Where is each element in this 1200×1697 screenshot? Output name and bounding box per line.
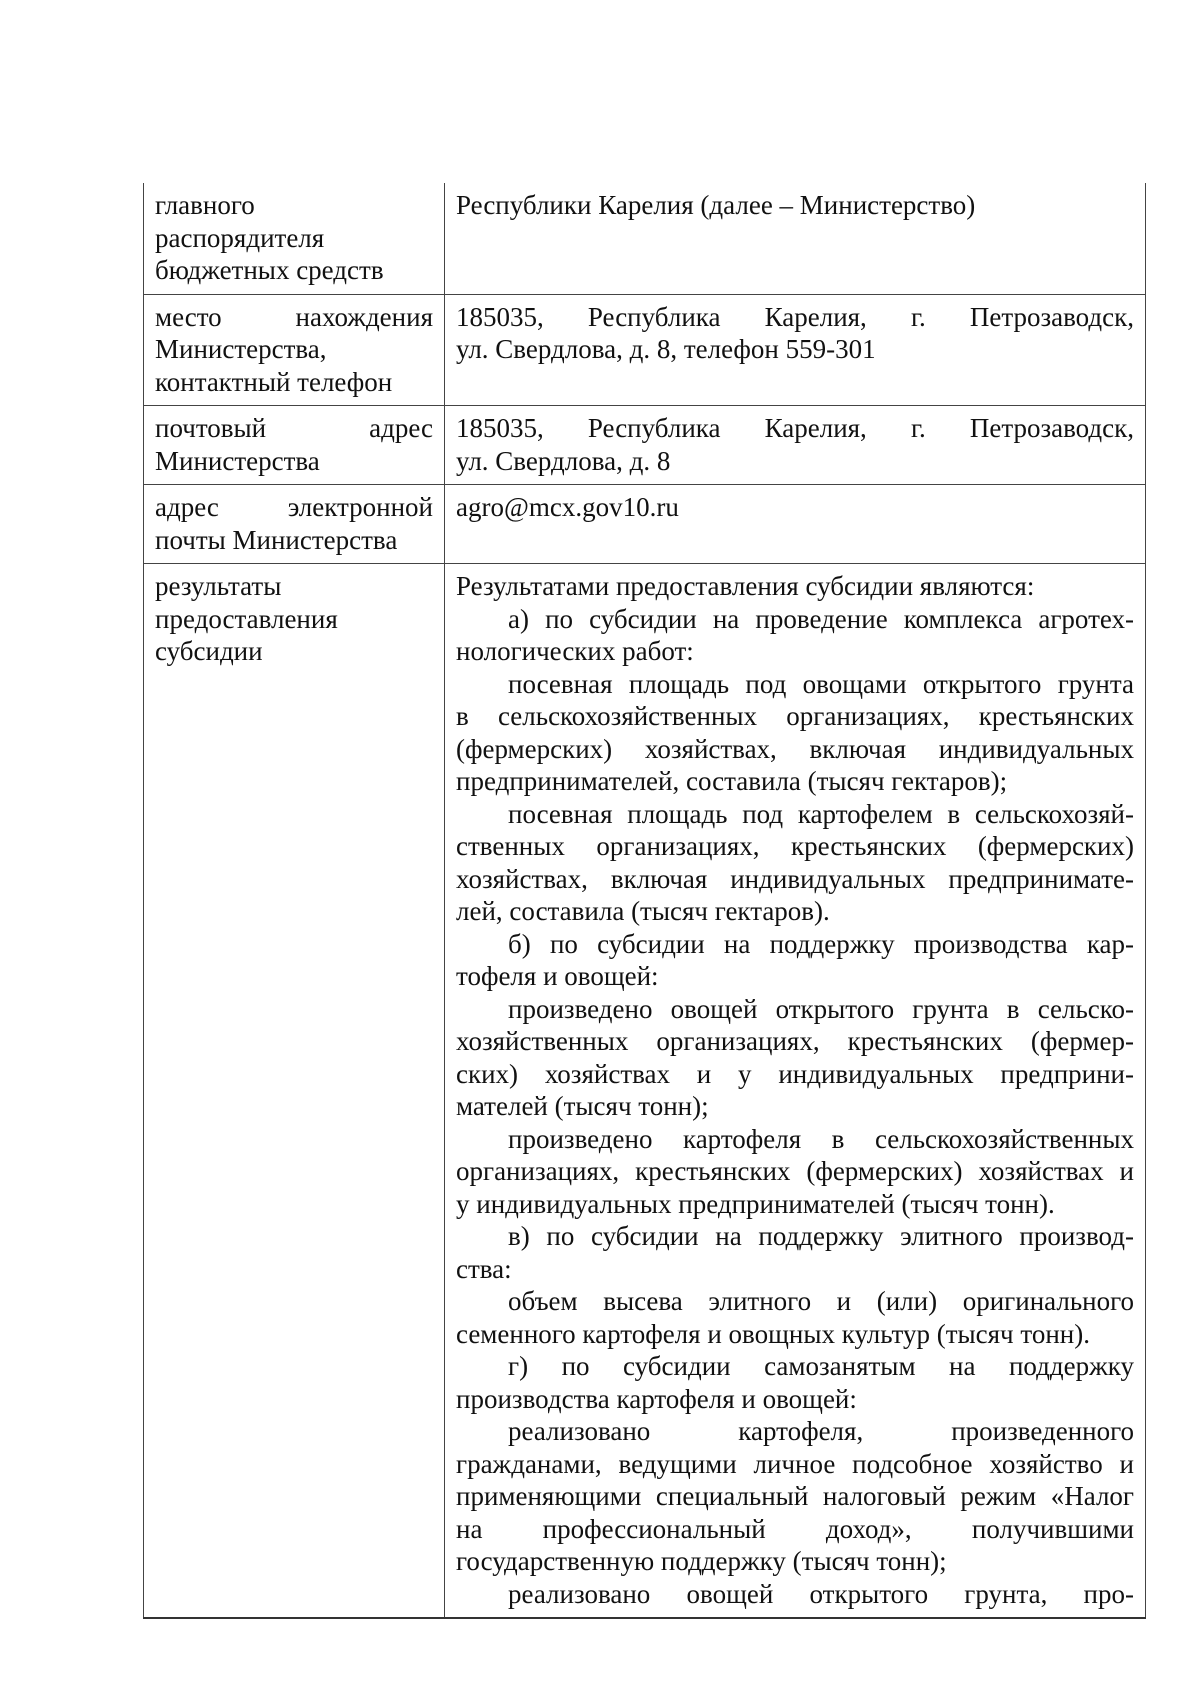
value-line: Результатами предоставления субсидии являются: [456,571,1035,601]
value-line: ских) хозяйствах и у индивидуальных предприни- [456,1058,1134,1089]
value-line: производства картофеля и овощей: [456,1383,857,1414]
label-line: почтовый адрес [155,413,433,443]
label-line: результаты [155,571,282,601]
row-value [445,406,1146,485]
value-line: на профессиональный доход», получившими [456,1513,1134,1544]
label-line: почты Министерства [155,524,398,555]
label-line: Министерства [155,445,320,476]
value-line: а) по субсидии на проведение комплекса агротех- [508,603,1134,634]
value-line: хозяйствах, включая индивидуальных предпринимате- [456,863,1134,894]
value-line: произведено картофеля в сельскохозяйственных [508,1123,1134,1154]
value-line: тофеля и овощей: [456,961,659,991]
value-line: б) по субсидии на поддержку производства кар- [508,928,1134,959]
value-line: произведено овощей открытого грунта в сельско- [508,993,1134,1024]
row-value [445,564,1146,1619]
value-line: лей, составила (тысяч гектаров). [456,896,830,926]
value-line: объем высева элитного и (или) оригинального [508,1286,1134,1316]
value-line: Республики Карелия (далее – Министерство) [456,190,976,220]
value-line: семенного картофеля и овощных культур (тысяч тонн). [456,1318,1090,1349]
value-line: ственных организациях, крестьянских (фермерских) [456,831,1134,861]
email-value: agro@mcx.gov10.ru [456,492,679,522]
value-line: у индивидуальных предпринимателей (тысяч тонн). [456,1188,1055,1219]
row-label [144,485,445,564]
label-line: субсидии [155,636,263,666]
value-line: (фермерских) хозяйствах, включая индивидуальных [456,733,1134,764]
label-line: адрес электронной [155,492,433,522]
value-line: ул. Свердлова, д. 8, телефон 559-301 [456,334,876,364]
value-line: мателей (тысяч тонн); [456,1091,709,1121]
label-line: Министерства, [155,334,327,364]
value-line: посевная площадь под картофелем в сельскохозяй- [508,798,1134,829]
value-line: государственную поддержку (тысяч тонн); [456,1546,947,1576]
value-line: организациях, крестьянских (фермерских) хозяйствах и [456,1156,1134,1186]
value-line: ства: [456,1253,512,1284]
table-row [144,485,1146,564]
value-line: в сельскохозяйственных организациях, крестьянских [456,701,1134,731]
label-line: предоставления [155,603,338,634]
table-row [144,183,1146,294]
value-line: в) по субсидии на поддержку элитного производ- [508,1221,1134,1251]
value-line: нологических работ: [456,636,694,666]
label-line: главного [155,190,255,220]
value-line: 185035, Республика Карелия, г. Петрозаводск, [456,413,1134,443]
table-row [144,564,1146,1619]
label-line: распорядителя [155,222,325,253]
row-label [144,183,445,294]
value-line: гражданами, ведущими личное подсобное хозяйство и [456,1448,1134,1479]
value-line: хозяйственных организациях, крестьянских (фермер- [456,1026,1134,1056]
value-line: 185035, Республика Карелия, г. Петрозаводск, [456,301,1134,332]
table-row [144,294,1146,406]
value-line: реализовано овощей открытого грунта, про- [508,1578,1134,1609]
value-line: г) по субсидии самозанятым на поддержку [508,1351,1134,1381]
value-line: предпринимателей, составила (тысяч гектаров); [456,766,1008,796]
value-line: посевная площадь под овощами открытого грунта [508,668,1134,699]
table-row [144,406,1146,485]
row-value [445,485,1146,564]
row-label [144,406,445,485]
label-line: бюджетных средств [155,255,384,285]
label-line: контактный телефон [155,366,393,397]
row-label [144,294,445,406]
row-value [445,183,1146,294]
label-line: место нахождения [155,301,433,332]
value-line: применяющими специальный налоговый режим «Налог [456,1481,1134,1511]
value-line: реализовано картофеля, произведенного [508,1416,1134,1446]
info-table [143,183,1146,1619]
value-line: ул. Свердлова, д. 8 [456,445,671,476]
row-label [144,564,445,1619]
row-value [445,294,1146,406]
